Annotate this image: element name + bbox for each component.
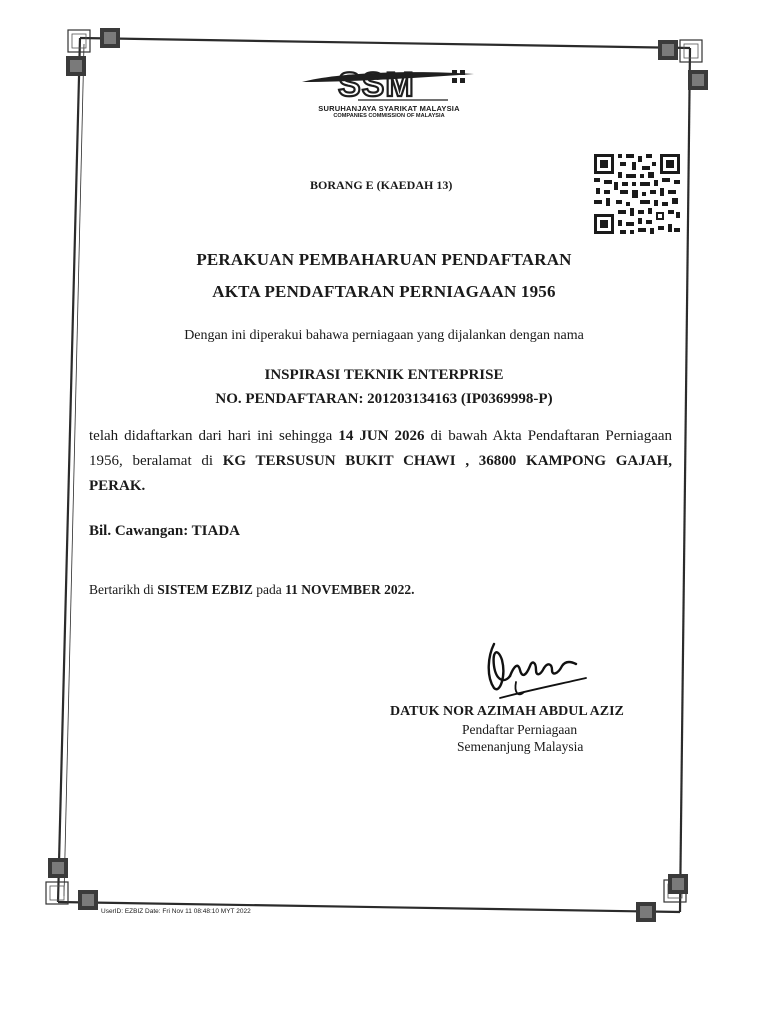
signatory-title-line2: Semenanjung Malaysia [457, 739, 584, 754]
business-name: INSPIRASI TEKNIK ENTERPRISE [264, 367, 504, 383]
form-code: BORANG E (KAEDAH 13) [310, 178, 453, 192]
corner-ornament-top-left [66, 28, 120, 76]
dated-middle: pada [252, 582, 286, 597]
qr-code-icon [592, 152, 682, 236]
footer-user-info: UserID: EZBIZ Date: Fri Nov 11 08:48:10 MYT 2022 [101, 908, 251, 915]
system-name: SISTEM EZBIZ [157, 582, 253, 597]
registration-paragraph [89, 424, 672, 499]
dated-prefix: Bertarikh di [89, 582, 158, 597]
svg-text:SSM: SSM [338, 66, 415, 104]
dated-statement [89, 582, 415, 598]
org-name-english: COMPANIES COMMISSION OF MALAYSIA [333, 113, 445, 119]
paragraph-text-part2: di bawah Akta Pendaftaran Perniagaan 1956, beralamat di [89, 428, 673, 469]
paragraph-text-part1: telah didaftarkan dari hari ini sehingga [89, 428, 339, 444]
signatory-name: DATUK NOR AZIMAH ABDUL AZIZ [390, 704, 624, 719]
corner-ornament-bottom-right [636, 874, 688, 922]
signature-icon [480, 636, 590, 706]
branch-count: Bil. Cawangan: TIADA [89, 523, 241, 539]
expiry-date: 14 JUN 2026 [338, 428, 425, 444]
intro-text: Dengan ini diperakui bahawa perniagaan yang dijalankan dengan nama [184, 328, 584, 343]
issue-date: 11 NOVEMBER 2022. [285, 582, 415, 597]
certificate-title-line2: AKTA PENDAFTARAN PERNIAGAAN 1956 [212, 282, 556, 301]
business-address: KG TERSUSUN BUKIT CHAWI , 36800 KAMPONG GAJAH, PERAK. [89, 453, 672, 494]
certificate-title-line1: PERAKUAN PEMBAHARUAN PENDAFTARAN [196, 250, 572, 269]
org-name-malay: SURUHANJAYA SYARIKAT MALAYSIA [318, 104, 460, 113]
signatory-title-line1: Pendaftar Perniagaan [462, 722, 578, 737]
registration-number: NO. PENDAFTARAN: 201203134163 (IP0369998-P) [215, 391, 553, 407]
